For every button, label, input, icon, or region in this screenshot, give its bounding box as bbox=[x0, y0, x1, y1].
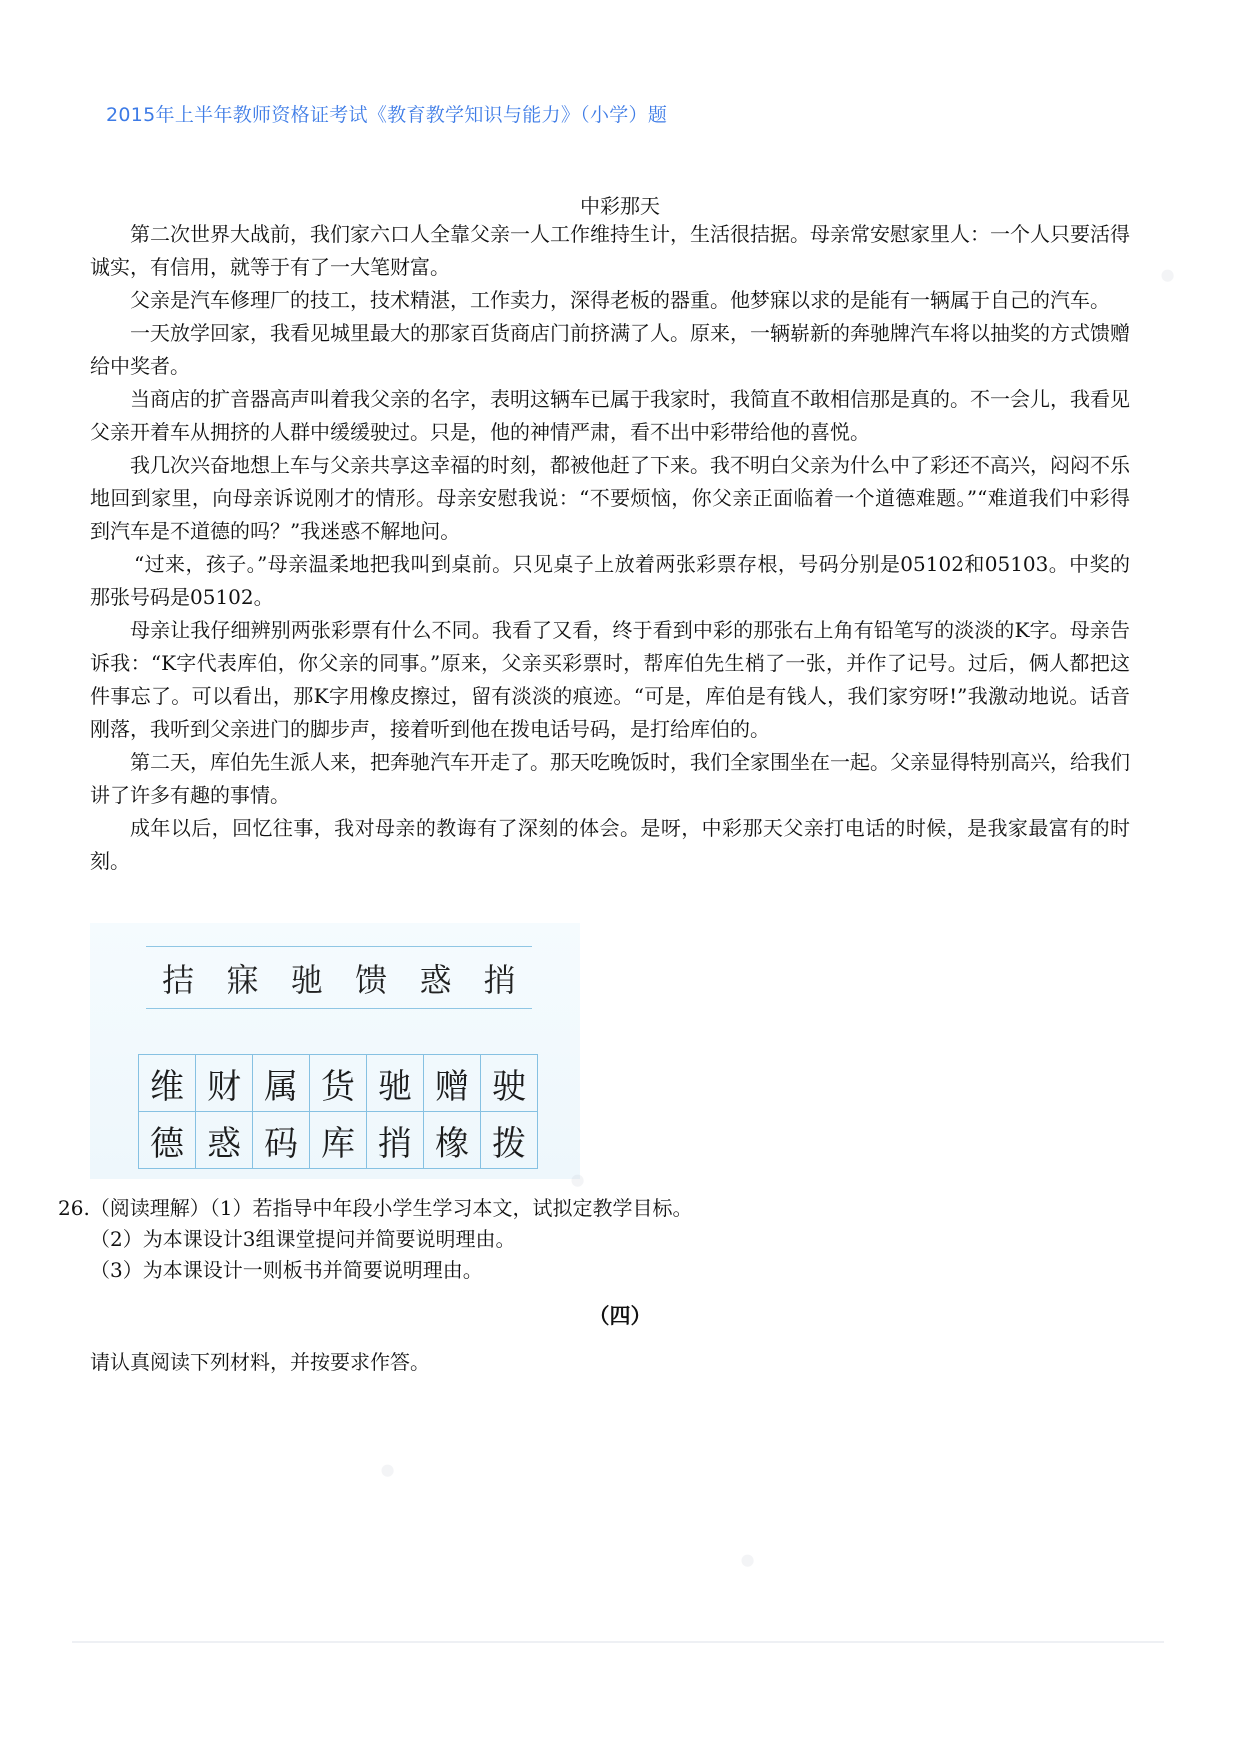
grid-cell: 德 bbox=[139, 1112, 196, 1169]
grid-cell: 财 bbox=[196, 1055, 253, 1112]
grid-cell: 码 bbox=[253, 1112, 310, 1169]
grid-cell: 库 bbox=[310, 1112, 367, 1169]
question-line: （2）为本课设计3组课堂提问并简要说明理由。 bbox=[90, 1227, 516, 1251]
section-instruction: 请认真阅读下列材料，并按要求作答。 bbox=[90, 1350, 430, 1374]
watermark-logo-icon: ● bbox=[566, 1167, 588, 1192]
grid-cell: 维 bbox=[139, 1055, 196, 1112]
divider bbox=[146, 1008, 532, 1009]
grid-cell: 属 bbox=[253, 1055, 310, 1112]
question-number: 26. bbox=[58, 1196, 90, 1220]
story-paragraph: 一天放学回家，我看见城里最大的那家百货商店门前挤满了人。原来，一辆崭新的奔驰牌汽车将以抽奖的方式馈赠给中奖者。 bbox=[90, 321, 1130, 378]
grid-cell: 惑 bbox=[196, 1112, 253, 1169]
watermark-logo-icon: ● bbox=[736, 1547, 758, 1572]
recognize-characters-row bbox=[146, 951, 532, 1005]
grid-cell: 橡 bbox=[424, 1112, 481, 1169]
story-paragraph: 成年以后，回忆往事，我对母亲的教诲有了深刻的体会。是呀，中彩那天父亲打电话的时候，是我家最富有的时刻。 bbox=[90, 816, 1130, 873]
story-paragraph: “过来，孩子。”母亲温柔地把我叫到桌前。只见桌子上放着两张彩票存根，号码分别是05102和05103。中奖的那张号码是05102。 bbox=[90, 552, 1130, 609]
writing-character-grid bbox=[138, 1054, 538, 1169]
recognize-char: 惑 bbox=[419, 961, 452, 999]
recognize-char: 寐 bbox=[226, 961, 259, 999]
question-line: （3）为本课设计一则板书并简要说明理由。 bbox=[90, 1258, 483, 1282]
grid-cell: 货 bbox=[310, 1055, 367, 1112]
question-26 bbox=[58, 1193, 693, 1286]
grid-cell: 赠 bbox=[424, 1055, 481, 1112]
watermark-logo-icon: ● bbox=[376, 1457, 398, 1482]
divider bbox=[146, 946, 532, 947]
story-paragraph: 我几次兴奋地想上车与父亲共享这幸福的时刻，都被他赶了下来。我不明白父亲为什么中了彩还不高兴，闷闷不乐地回到家里，向母亲诉说刚才的情形。母亲安慰我说：“不要烦恼，你父亲正面临着一个道德难题。”“难道我们中彩得到汽车是不道德的吗？”我迷惑不解地问。 bbox=[90, 453, 1130, 543]
story-paragraph: 第二次世界大战前，我们家六口人全靠父亲一人工作维持生计，生活很拮据。母亲常安慰家里人：一个人只要活得诚实，有信用，就等于有了一大笔财富。 bbox=[90, 222, 1130, 279]
grid-cell: 捎 bbox=[367, 1112, 424, 1169]
story-body bbox=[90, 218, 1130, 878]
grid-cell: 驰 bbox=[367, 1055, 424, 1112]
grid-cell: 驶 bbox=[481, 1055, 538, 1112]
question-line bbox=[58, 1193, 693, 1224]
story-paragraph: 当商店的扩音器高声叫着我父亲的名字，表明这辆车已属于我家时，我简直不敢相信那是真的。不一会儿，我看见父亲开着车从拥挤的人群中缓缓驶过。只是，他的神情严肃，看不出中彩带给他的喜悦。 bbox=[90, 387, 1130, 444]
recognize-char: 捎 bbox=[483, 961, 516, 999]
story-paragraph: 母亲让我仔细辨别两张彩票有什么不同。我看了又看，终于看到中彩的那张右上角有铅笔写的淡淡的K字。母亲告诉我：“K字代表库伯，你父亲的同事。”原来，父亲买彩票时，帮库伯先生梢了一张，并作了记号。过后，俩人都把这件事忘了。可以看出，那K字用橡皮擦过，留有淡淡的痕迹。“可是，库伯是有钱人，我们家穷呀!”我激动地说。话音刚落，我听到父亲进门的脚步声，接着听到他在拨电话号码，是打给库伯的。 bbox=[90, 618, 1130, 741]
page-footer-divider bbox=[72, 1641, 1164, 1643]
grid-cell: 拨 bbox=[481, 1112, 538, 1169]
story-paragraph: 父亲是汽车修理厂的技工，技术精湛，工作卖力，深得老板的器重。他梦寐以求的是能有一辆属于自己的汽车。 bbox=[130, 288, 1110, 312]
recognize-char: 驰 bbox=[290, 961, 323, 999]
document-header-title: 2015年上半年教师资格证考试《教育教学知识与能力》（小学）题 bbox=[106, 104, 668, 126]
recognize-char: 拮 bbox=[162, 961, 195, 999]
question-text: （阅读理解）（1）若指导中年段小学生学习本文，试拟定教学目标。 bbox=[89, 1196, 693, 1220]
recognize-char: 馈 bbox=[355, 961, 388, 999]
story-paragraph: 第二天，库伯先生派人来，把奔驰汽车开走了。那天吃晚饭时，我们全家围坐在一起。父亲显得特别高兴，给我们讲了许多有趣的事情。 bbox=[90, 750, 1130, 807]
character-panel-image bbox=[90, 923, 580, 1179]
watermark-logo-icon: ● bbox=[1156, 262, 1178, 287]
section-heading: （四） bbox=[588, 1303, 652, 1328]
story-title: 中彩那天 bbox=[580, 194, 660, 218]
grid-row bbox=[139, 1112, 538, 1169]
grid-row bbox=[139, 1055, 538, 1112]
